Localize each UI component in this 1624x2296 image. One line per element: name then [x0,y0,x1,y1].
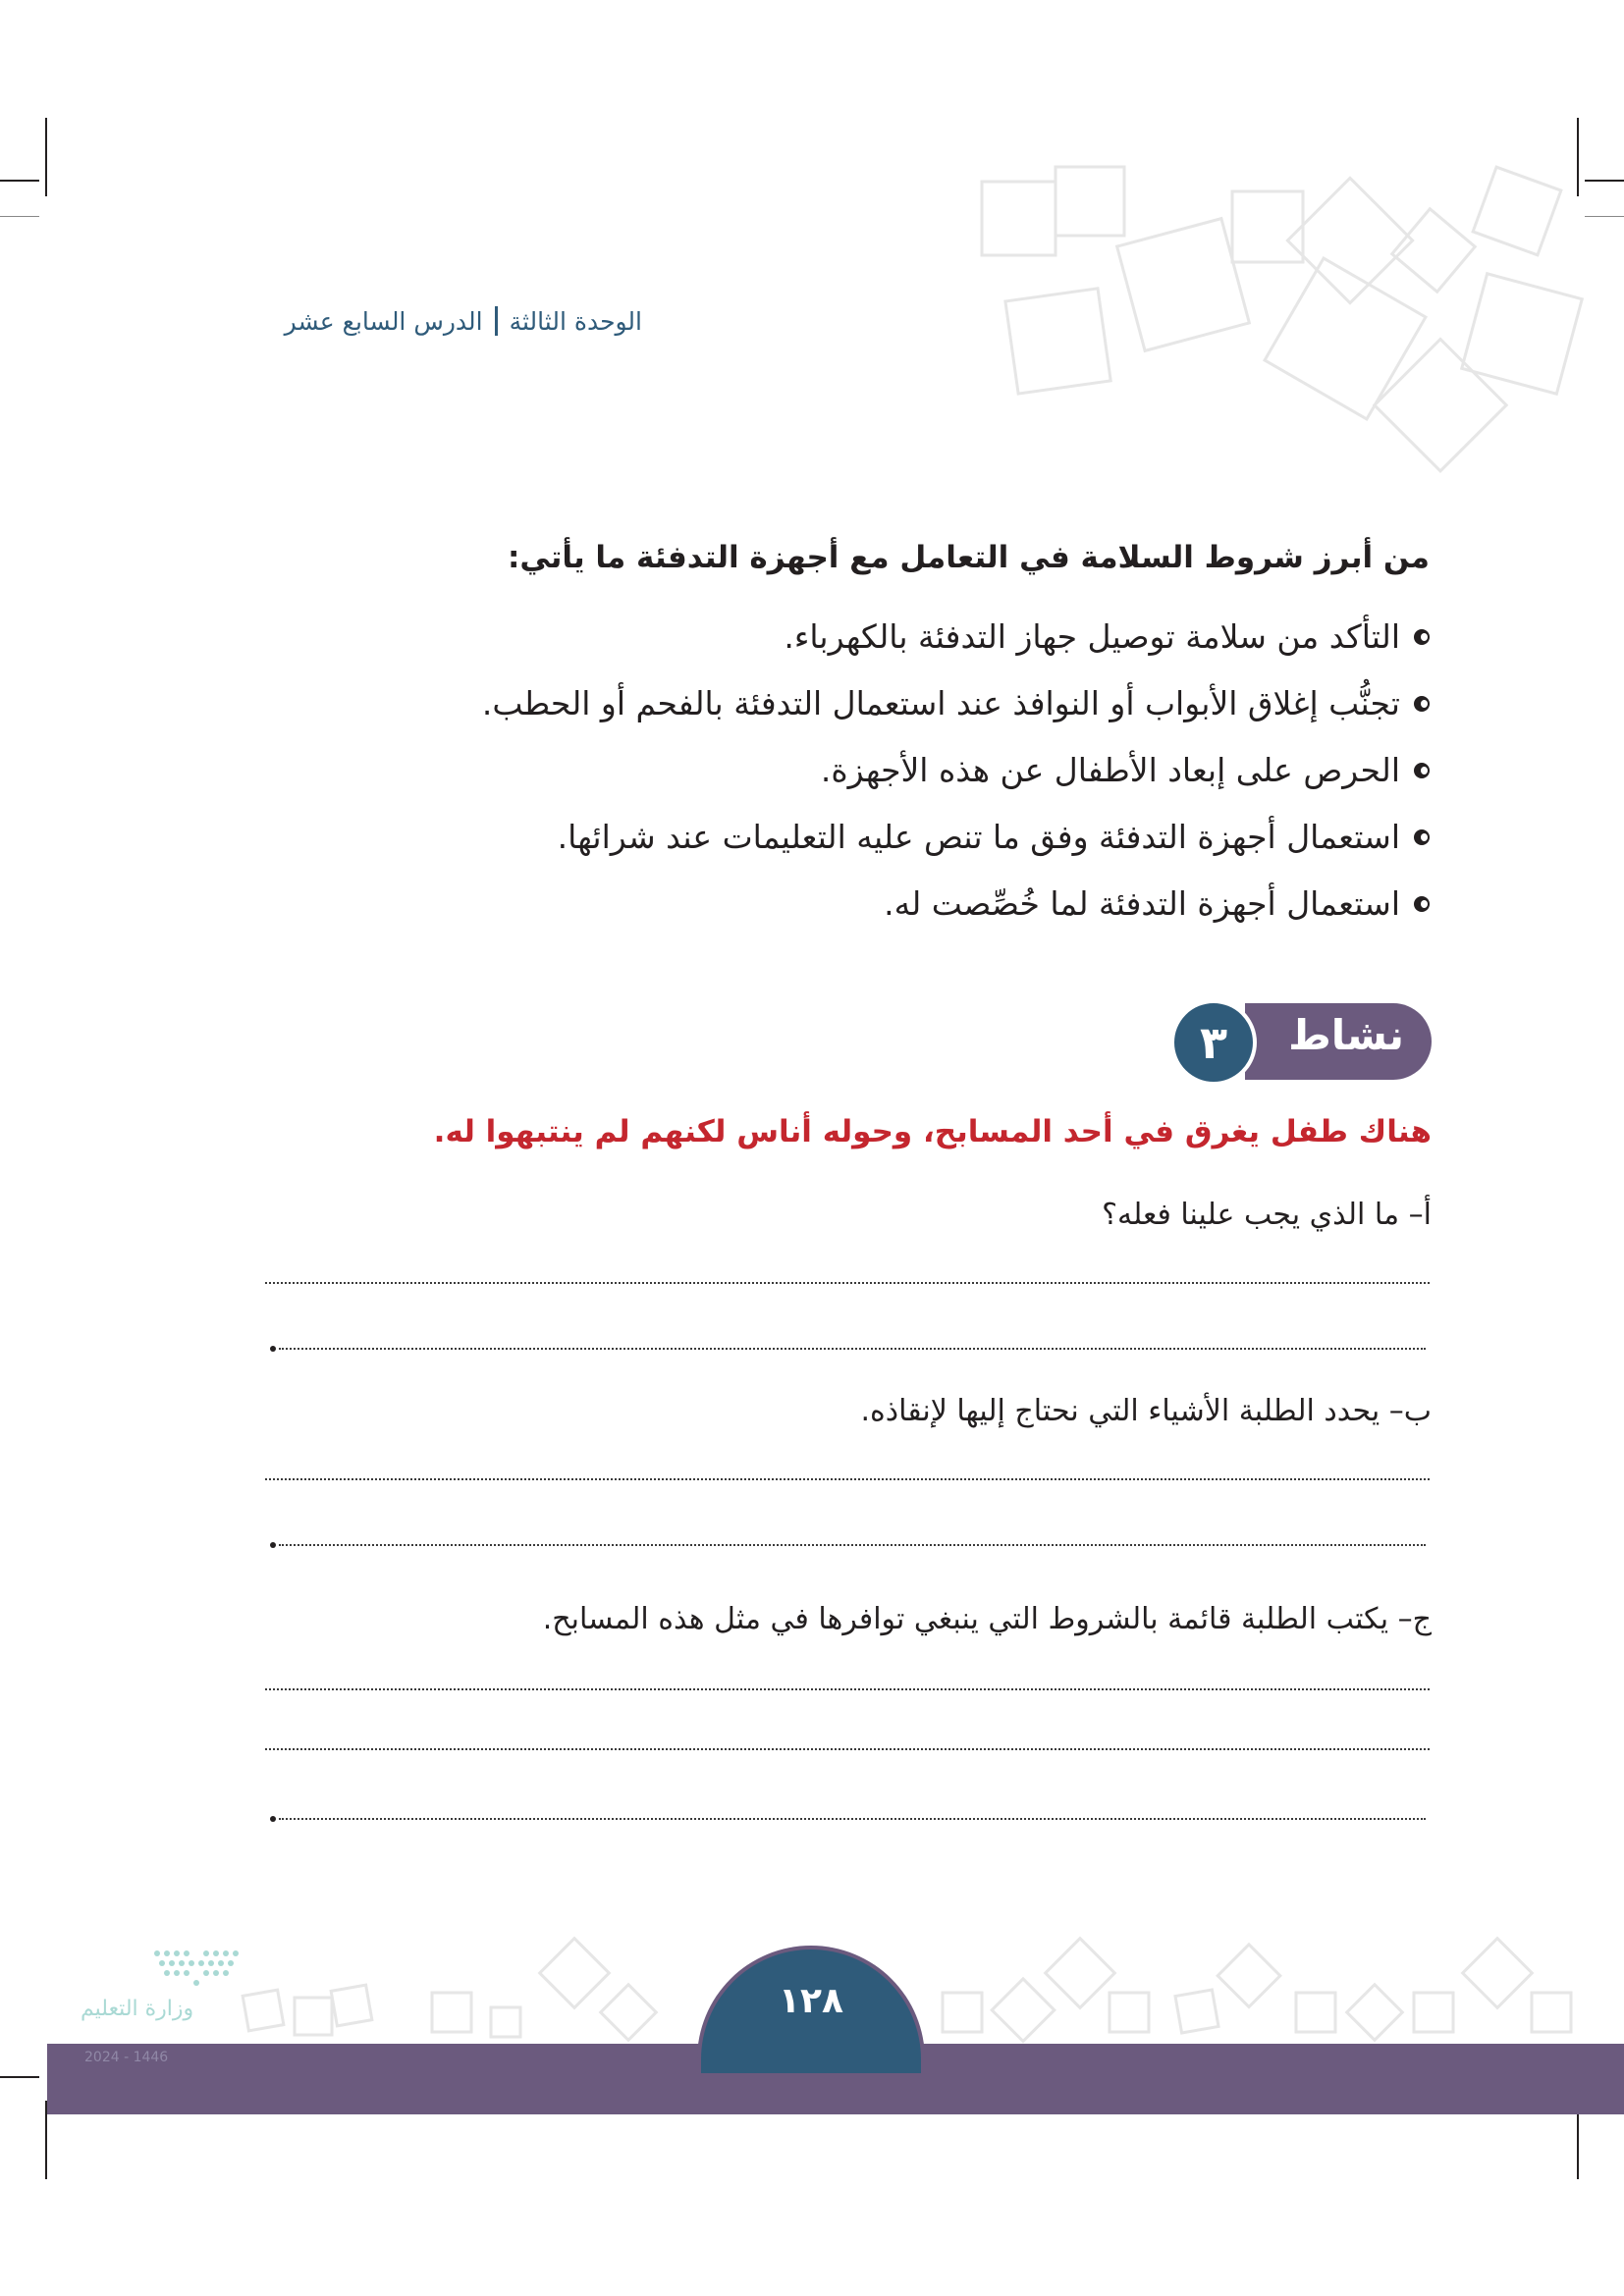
list-item: التأكد من سلامة توصيل جهاز التدفئة بالكهرباء. [482,604,1430,670]
lesson-label: الدرس السابع عشر [284,306,483,336]
question-c: ج– يكتب الطلبة قائمة بالشروط التي ينبغي توافرها في مثل هذه المسابح. [542,1602,1432,1636]
answer-line[interactable] [265,1688,1430,1690]
answer-line[interactable] [279,1818,1426,1820]
question-b: ب– يحدد الطلبة الأشياء التي نحتاج إليها لإنقاذه. [860,1394,1432,1428]
header-separator [495,306,498,336]
ministry-year: 2024 - 1446 [84,2050,169,2065]
bullet-icon [1414,629,1430,645]
list-item: استعمال أجهزة التدفئة لما خُصِّصت له. [482,871,1430,937]
answer-line[interactable] [265,1282,1430,1284]
ministry-logo [59,1942,304,2069]
bullet-icon [1414,896,1430,912]
question-a: أ– ما الذي يجب علينا فعله؟ [1102,1198,1432,1232]
page-number: ١٢٨ [779,1981,843,2021]
bullet-icon [1414,696,1430,712]
running-header [285,306,642,336]
activity-scenario: هناك طفل يغرق في أحد المسابح، وحوله أناس لكنهم لم ينتبهوا له. [433,1114,1432,1149]
list-item: الحرص على إبعاد الأطفال عن هذه الأجهزة. [482,737,1430,804]
safety-intro: من أبرز شروط السلامة في التعامل مع أجهزة التدفئة ما يأتي: [507,540,1430,575]
ministry-dots-icon [147,1942,393,2001]
crop-mark [1577,118,1579,196]
line-end-dot [270,1542,276,1548]
answer-line[interactable] [279,1348,1426,1350]
line-end-dot [270,1816,276,1822]
bullet-icon [1414,763,1430,778]
crop-mark [45,118,47,196]
list-item: استعمال أجهزة التدفئة وفق ما تنص عليه التعليمات عند شرائها. [482,804,1430,871]
crop-mark [1585,180,1624,182]
ministry-name: وزارة التعليم [81,1997,194,2021]
crop-mark [0,180,39,182]
crop-mark [0,216,39,217]
activity-badge [1170,999,1432,1086]
crop-mark [1585,216,1624,217]
list-item: تجنُّب إغلاق الأبواب أو النوافذ عند استعمال التدفئة بالفحم أو الحطب. [482,670,1430,737]
safety-list [482,604,1430,937]
unit-label: الوحدة الثالثة [509,306,642,336]
answer-line[interactable] [279,1544,1426,1546]
activity-number: ٣ [1170,999,1257,1086]
crop-mark [0,2076,39,2078]
bullet-icon [1414,829,1430,845]
answer-line[interactable] [265,1478,1430,1480]
line-end-dot [270,1346,276,1352]
answer-line[interactable] [265,1748,1430,1750]
activity-label: نشاط [1288,1011,1404,1059]
